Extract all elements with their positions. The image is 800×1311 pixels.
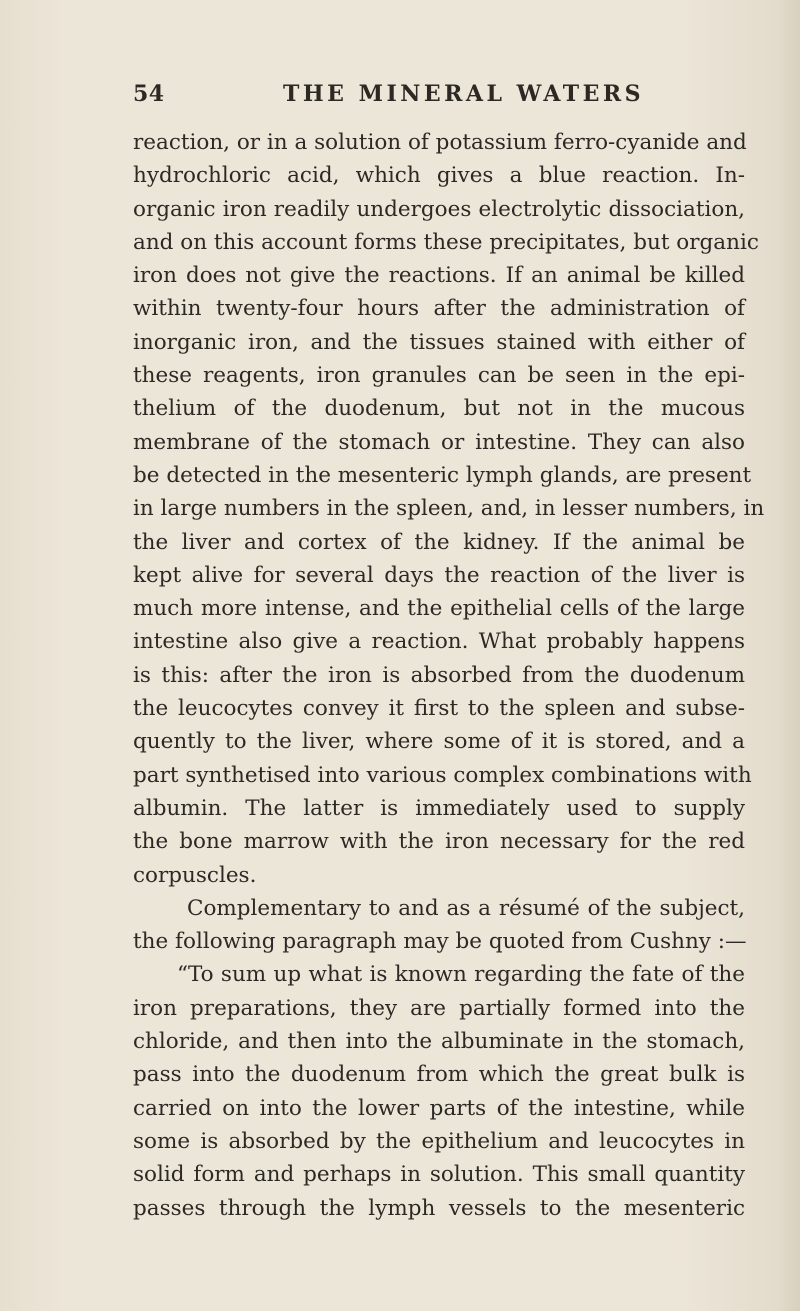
text-line: these reagents, iron granules can be seen in the epi- bbox=[133, 363, 745, 389]
text-line: thelium of the duodenum, but not in the mucous bbox=[133, 396, 745, 422]
text-line: corpuscles. bbox=[133, 862, 257, 888]
text-line: membrane of the stomach or intestine. They can also bbox=[133, 429, 745, 455]
text-line: is this: after the iron is absorbed from the duodenum bbox=[133, 662, 745, 688]
text-line: within twenty-four hours after the administration of bbox=[133, 296, 745, 322]
text-line: and on this account forms these precipitates, but organic bbox=[133, 229, 759, 255]
text-line: iron does not give the reactions. If an animal be killed bbox=[133, 263, 745, 289]
text-line: carried on into the lower parts of the intestine, while bbox=[133, 1095, 745, 1121]
text-line: pass into the duodenum from which the great bulk is bbox=[133, 1062, 745, 1088]
text-line: hydrochloric acid, which gives a blue reaction. In- bbox=[133, 163, 745, 189]
text-line: be detected in the mesenteric lymph glands, are present bbox=[133, 462, 752, 488]
text-line: in large numbers in the spleen, and, in lesser numbers, in bbox=[133, 496, 765, 522]
text-line: some is absorbed by the epithelium and leucocytes in bbox=[133, 1128, 745, 1154]
page-header bbox=[133, 81, 741, 111]
running-head: THE MINERAL WATERS bbox=[283, 81, 645, 107]
text-line: albumin. The latter is immediately used to supply bbox=[133, 795, 745, 821]
text-line: the following paragraph may be quoted from Cushny :— bbox=[133, 929, 747, 955]
page-number: 54 bbox=[133, 81, 165, 107]
text-line: intestine also give a reaction. What probably happens bbox=[133, 629, 745, 655]
text-line: reaction, or in a solution of potassium ferro-cyanide and bbox=[133, 130, 747, 155]
text-line: kept alive for several days the reaction of the liver is bbox=[133, 562, 745, 588]
text-line: quently to the liver, where some of it is stored, and a bbox=[133, 729, 745, 755]
body-text bbox=[133, 126, 765, 1225]
text-line: the leucocytes convey it first to the spleen and subse- bbox=[133, 696, 745, 722]
text-line: passes through the lymph vessels to the mesenteric bbox=[133, 1195, 745, 1221]
text-line: solid form and perhaps in solution. This small quantity bbox=[133, 1162, 745, 1188]
text-line: Complementary to and as a résumé of the subject, bbox=[187, 895, 745, 921]
text-line: the bone marrow with the iron necessary for the red bbox=[133, 829, 745, 855]
text-line: inorganic iron, and the tissues stained with either of bbox=[133, 329, 745, 355]
text-line: chloride, and then into the albuminate in the stomach, bbox=[133, 1029, 745, 1055]
text-line: “To sum up what is known regarding the fate of the bbox=[177, 962, 745, 988]
text-line: the liver and cortex of the kidney. If the animal be bbox=[133, 529, 745, 555]
text-line: organic iron readily undergoes electrolytic dissociation, bbox=[133, 196, 745, 222]
text-line: iron preparations, they are partially formed into the bbox=[133, 995, 745, 1021]
text-line: much more intense, and the epithelial cells of the large bbox=[133, 596, 745, 622]
text-line: part synthetised into various complex combinations with bbox=[133, 762, 752, 788]
